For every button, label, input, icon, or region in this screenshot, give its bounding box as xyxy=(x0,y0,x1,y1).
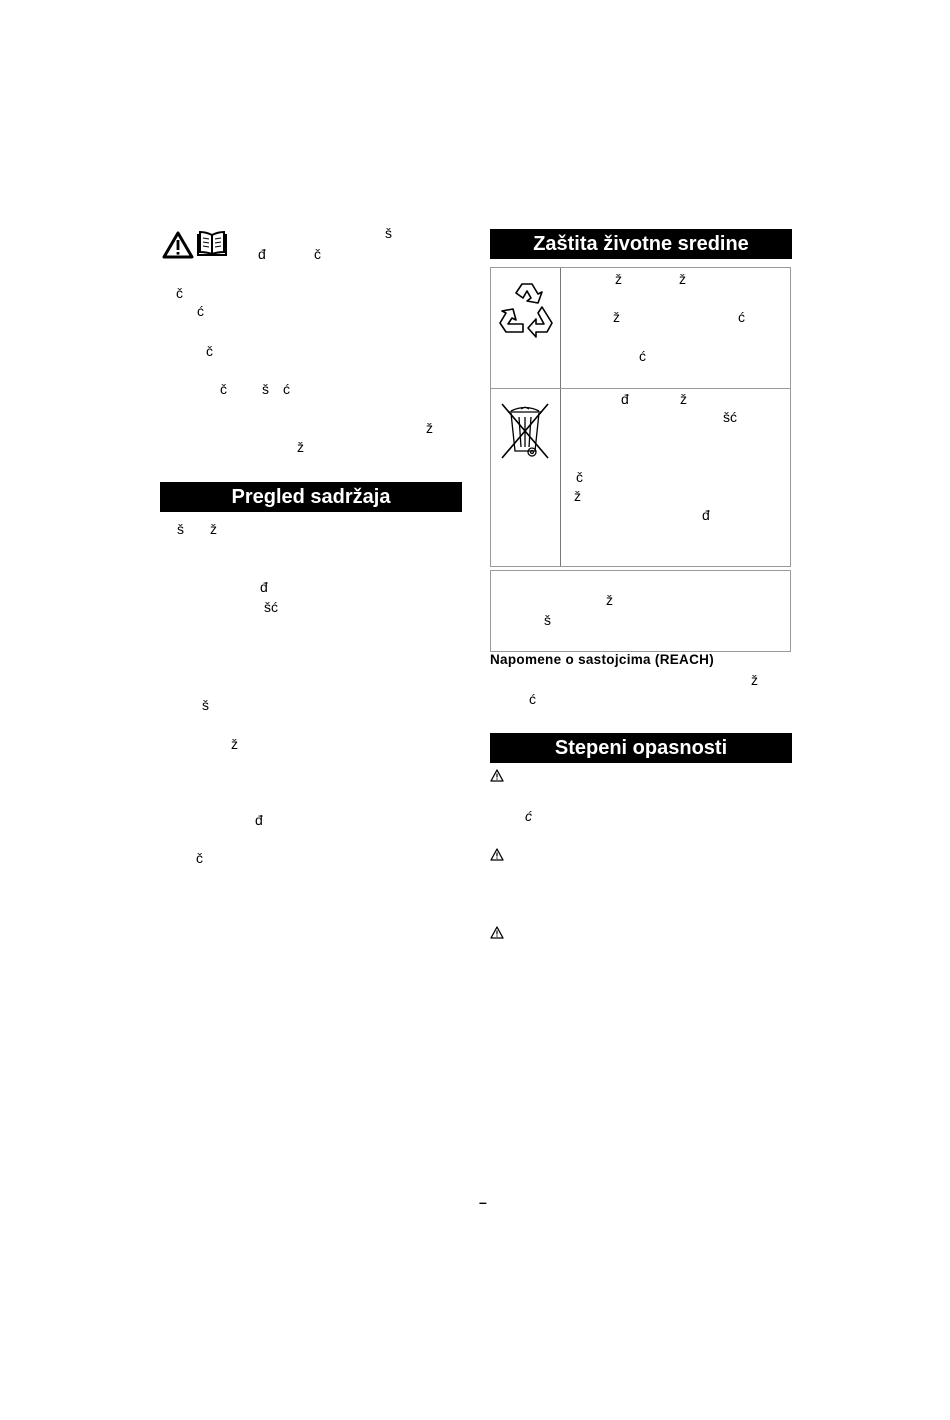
text-fragment: š xyxy=(544,612,551,628)
text-fragment: ž xyxy=(680,391,687,407)
text-fragment: č xyxy=(196,850,203,866)
text-fragment: ć xyxy=(197,303,204,319)
hazard-heading: Stepeni opasnosti xyxy=(490,733,792,763)
text-fragment: ć xyxy=(283,381,290,397)
text-fragment: č xyxy=(314,246,321,262)
text-fragment: đ xyxy=(258,246,266,262)
text-fragment: ž xyxy=(231,736,238,752)
text-fragment: šć xyxy=(264,599,278,615)
text-fragment: š xyxy=(177,521,184,537)
crossed-out-bin-icon xyxy=(499,401,551,461)
text-fragment: č xyxy=(206,343,213,359)
page-mark: – xyxy=(479,1194,487,1210)
manual-book-icon xyxy=(196,230,228,258)
text-fragment: ž xyxy=(297,439,304,455)
text-fragment: ž xyxy=(210,521,217,537)
text-fragment: šć xyxy=(723,409,737,425)
text-fragment: ž xyxy=(615,271,622,287)
text-fragment: ć xyxy=(525,808,532,824)
text-fragment: ž xyxy=(606,592,613,608)
contents-heading: Pregled sadržaja xyxy=(160,482,462,512)
text-fragment: č xyxy=(576,469,583,485)
text-fragment: š xyxy=(262,381,269,397)
text-fragment: đ xyxy=(621,391,629,407)
recycling-icon xyxy=(496,281,556,341)
text-fragment: ž xyxy=(574,488,581,504)
text-fragment: đ xyxy=(255,812,263,828)
warning-icon xyxy=(162,231,194,259)
text-fragment: č xyxy=(176,285,183,301)
warning-triangle-icon xyxy=(490,769,504,782)
note-box xyxy=(490,570,791,652)
text-fragment: ć xyxy=(529,691,536,707)
text-fragment: ž xyxy=(751,672,758,688)
text-fragment: ć xyxy=(738,309,745,325)
text-fragment: ć xyxy=(639,348,646,364)
text-fragment: š xyxy=(385,225,392,241)
text-fragment: ž xyxy=(426,420,433,436)
warning-triangle-icon xyxy=(490,848,504,861)
warning-triangle-icon xyxy=(490,926,504,939)
text-fragment: đ xyxy=(260,579,268,595)
table-divider-vertical xyxy=(560,268,561,566)
table-divider-horizontal xyxy=(491,388,790,389)
text-fragment: č xyxy=(220,381,227,397)
reach-heading: Napomene o sastojcima (REACH) xyxy=(490,652,714,667)
environment-heading: Zaštita životne sredine xyxy=(490,229,792,259)
text-fragment: đ xyxy=(702,507,710,523)
text-fragment: š xyxy=(202,697,209,713)
text-fragment: ž xyxy=(613,309,620,325)
text-fragment: ž xyxy=(679,271,686,287)
